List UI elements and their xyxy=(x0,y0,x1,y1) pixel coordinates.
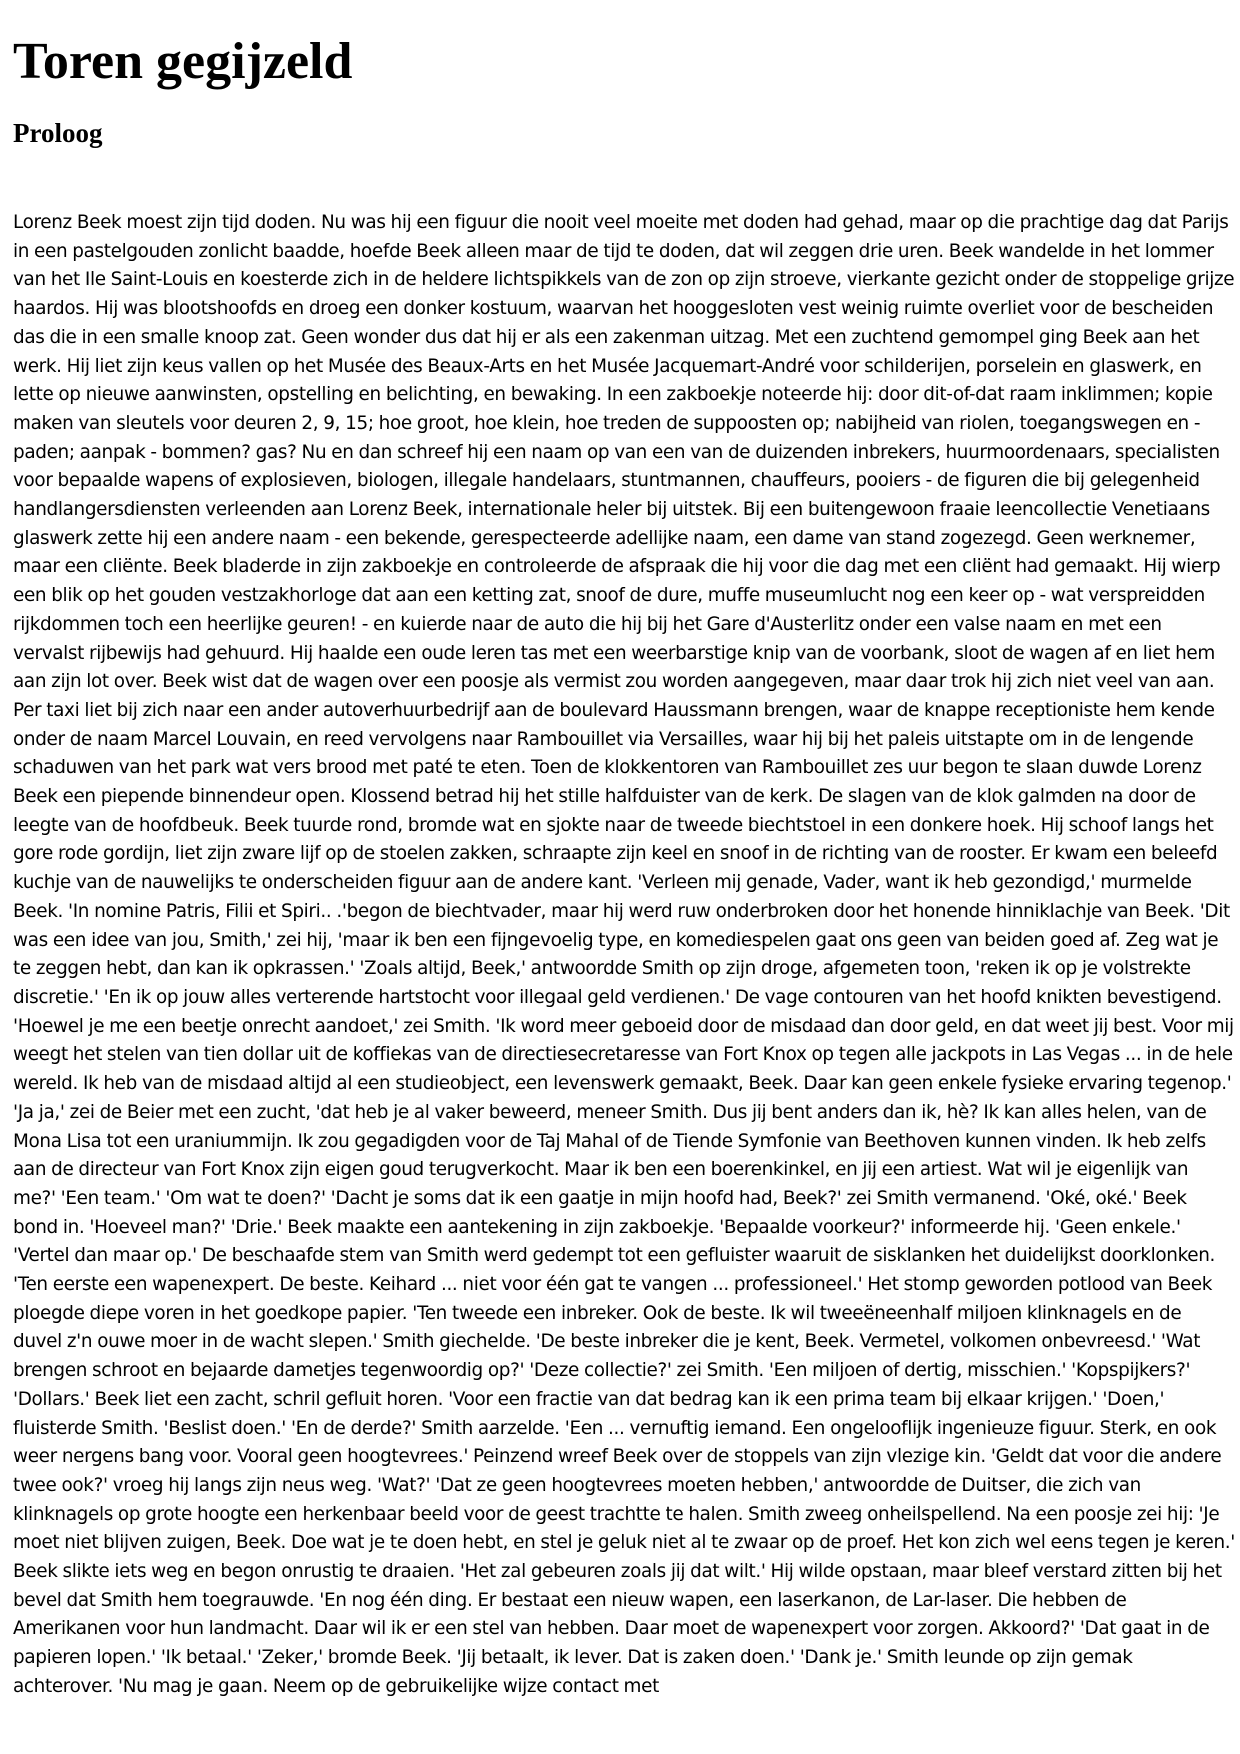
chapter-heading: Proloog xyxy=(13,118,103,148)
body-paragraph: Lorenz Beek moest zijn tijd doden. Nu was hij een figuur die nooit veel moeite met doden had gehad, maar op die prachtige dag dat Parijs in een pastelgouden zonlicht baadde, hoefde Beek alleen maar de tijd te doden, dat wil zeggen drie uren. Beek wandelde in het lommer van het Ile Saint-Louis en koesterde zich in de heldere lichtspikkels van de zon op zijn stroeve, vierkante gezicht onder de stoppelige grijze haardos. Hij was blootshoofds en droeg een donker kostuum, waarvan het hooggesloten vest weinig ruimte overliet voor de bescheiden das die in een smalle knoop zat. Geen wonder dus dat hij er als een zakenman uitzag. Met een zuchtend gemompel ging Beek aan het werk. Hij liet zijn keus vallen op het Musée des Beaux-Arts en het Musée Jacquemart-André voor schilderijen, porselein en glaswerk, en lette op nieuwe aanwinsten, opstelling en belichting, en bewaking. In een zakboekje noteerde hij: door dit-of-dat raam inklimmen; kopie maken van sleutels voor deuren 2, 9, 15; hoe groot, hoe klein, hoe treden de suppoosten op; nabijheid van riolen, toegangswegen en -paden; aanpak - bommen? gas? Nu en dan schreef hij een naam op van een van de duizenden inbrekers, huurmoordenaars, specialisten voor bepaalde wapens of explosieven, biologen, illegale handelaars, stuntmannen, chauffeurs, pooiers - de figuren die bij gelegenheid handlangersdiensten verleenden aan Lorenz Beek, internationale heler bij uitstek. Bij een buitengewoon fraaie leencollectie Venetiaans glaswerk zette hij een andere naam - een bekende, gerespecteerde adellijke naam, een dame van stand zogezegd. Geen werknemer, maar een cliënte. Beek bladerde in zijn zakboekje en controleerde de afspraak die hij voor die dag met een cliënt had gemaakt. Hij wierp een blik op het gouden vestzakhorloge dat aan een ketting zat, snoof de dure, muffe museumlucht nog een keer op - wat verspreidden rijkdommen toch een heerlijke geuren! - en kuierde naar de auto die hij bij het Gare d'Austerlitz onder een valse naam en met een vervalst rijbewijs had gehuurd. Hij haalde een oude leren tas met een weerbarstige knip van de voorbank, sloot de wagen af en liet hem aan zijn lot over. Beek wist dat de wagen over een poosje als vermist zou worden aangegeven, maar daar trok hij zich niet veel van aan. Per taxi liet bij zich naar een ander autoverhuurbedrijf aan de boulevard Haussmann brengen, waar de knappe receptioniste hem kende onder de naam Marcel Louvain, en reed vervolgens naar Rambouillet via Versailles, waar hij bij het paleis uitstapte om in de lengende schaduwen van het park wat vers brood met paté te eten. Toen de klokkentoren van Rambouillet zes uur begon te slaan duwde Lorenz Beek een piepende binnendeur open. Klossend betrad hij het stille halfduister van de kerk. De slagen van de klok galmden na door de leegte van de hoofdbeuk. Beek tuurde rond, bromde wat en sjokte naar de tweede biechtstoel in een donkere hoek. Hij schoof langs het gore rode gordijn, liet zijn zware lijf op de stoelen zakken, schraapte zijn keel en snoof in de richting van de rooster. Er kwam een beleefd kuchje van de nauwelijks te onderscheiden figuur aan de andere kant. 'Verleen mij genade, Vader, want ik heb gezondigd,' murmelde Beek. 'In nomine Patris, Filii et Spiri.. .'begon de biechtvader, maar hij werd ruw onderbroken door het honende hinniklachje van Beek. 'Dit was een idee van jou, Smith,' zei hij, 'maar ik ben een fijngevoelig type, en komediespelen gaat ons geen van beiden goed af. Zeg wat je te zeggen hebt, dan kan ik opkrassen.' 'Zoals altijd, Beek,' antwoordde Smith op zijn droge, afgemeten toon, 'reken ik op je volstrekte discretie.' 'En ik op jouw alles verterende hartstocht voor illegaal geld verdienen.' De vage contouren van het hoofd knikten bevestigend. 'Hoewel je me een beetje onrecht aandoet,' zei Smith. 'Ik word meer geboeid door de misdaad dan door geld, en dat weet jij best. Voor mij weegt het stelen van tien dollar uit de koffiekas van de directiesecretaresse van Fort Knox op tegen alle jackpots in Las Vegas ... in de hele wereld. Ik heb van de misdaad altijd al een studieobject, een levenswerk gemaakt, Beek. Daar kan geen enkele fysieke ervaring tegenop.' 'Ja ja,' zei de Beier met een zucht, 'dat heb je al vaker beweerd, meneer Smith. Dus jij bent anders dan ik, hè? Ik kan alles helen, van de Mona Lisa tot een uraniummijn. Ik zou gegadigden voor de Taj Mahal of de Tiende Symfonie van Beethoven kunnen vinden. Ik heb zelfs aan de directeur van Fort Knox zijn eigen goud terugverkocht. Maar ik ben een boerenkinkel, en jij een artiest. Wat wil je eigenlijk van me?' 'Een team.' 'Om wat te doen?' 'Dacht je soms dat ik een gaatje in mijn hoofd had, Beek?' zei Smith vermanend. 'Oké, oké.' Beek bond in. 'Hoeveel man?' 'Drie.' Beek maakte een aantekening in zijn zakboekje. 'Bepaalde voorkeur?' informeerde hij. 'Geen enkele.' 'Vertel dan maar op.' De beschaafde stem van Smith werd gedempt tot een gefluister waaruit de sisklanken het duidelijkst doorklonken. 'Ten eerste een wapenexpert. De beste. Keihard ... niet voor één gat te vangen ... professioneel.' Het stomp geworden potlood van Beek ploegde diepe voren in het goedkope papier. 'Ten tweede een inbreker. Ook de beste. Ik wil tweeëneenhalf miljoen klinknagels en de duvel z'n ouwe moer in de wacht slepen.' Smith giechelde. 'De beste inbreker die je kent, Beek. Vermetel, volkomen onbevreesd.' 'Wat brengen schroot en bejaarde dametjes tegenwoordig op?' 'Deze collectie?' zei Smith. 'Een miljoen of dertig, misschien.' 'Kopspijkers?' 'Dollars.' Beek liet een zacht, schril gefluit horen. 'Voor een fractie van dat bedrag kan ik een prima team bij elkaar krijgen.' 'Doen,' fluisterde Smith. 'Beslist doen.' 'En de derde?' Smith aarzelde. 'Een ... vernuftig iemand. Een ongelooflijk ingenieuze figuur. Sterk, en ook weer nergens bang voor. Vooral geen hoogtevrees.' Peinzend wreef Beek over de stoppels van zijn vlezige kin. 'Geldt dat voor die andere twee ook?' vroeg hij langs zijn neus weg. 'Wat?' 'Dat ze geen hoogtevrees moeten hebben,' antwoordde de Duitser, die zich van klinknagels op grote hoogte een herkenbaar beeld voor de geest trachtte te halen. Smith zweeg onheilspellend. Na een poosje zei hij: 'Je moet niet blijven zuigen, Beek. Doe wat je te doen hebt, en stel je geluk niet al te zwaar op de proef. Het kon zich wel eens tegen je keren.' Beek slikte iets weg en begon onrustig te draaien. 'Het zal gebeuren zoals jij dat wilt.' Hij wilde opstaan, maar bleef verstard zitten bij het bevel dat Smith hem toegrauwde. 'En nog één ding. Er bestaat een nieuw wapen, een laserkanon, de Lar-laser. Die hebben de Amerikanen voor hun landmacht. Daar wil ik er een stel van hebben. Daar moet de wapenexpert voor zorgen. Akkoord?' 'Dat gaat in de papieren lopen.' 'Ik betaal.' 'Zeker,' bromde Beek. 'Jij betaalt, ik lever. Dat is zaken doen.' 'Dank je.' Smith leunde op zijn gemak achterover. 'Nu mag je gaan. Neem op de gebruikelijke wijze contact met xyxy=(13,212,1235,1697)
document-title: Toren gegijzeld xyxy=(13,33,353,90)
document-page xyxy=(13,0,1235,1702)
